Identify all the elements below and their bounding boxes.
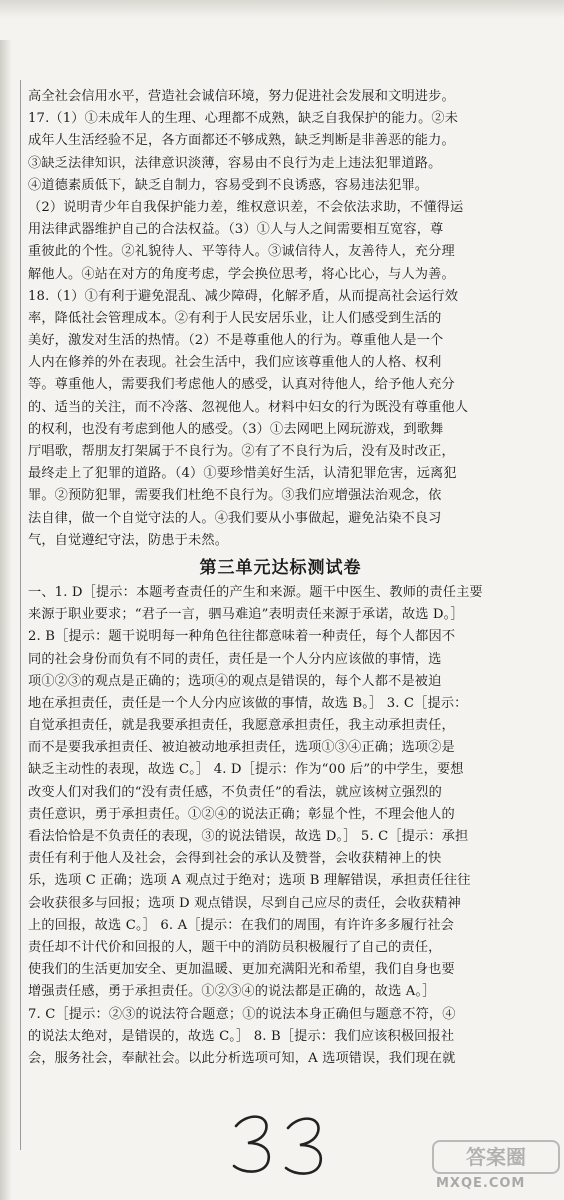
watermark-url: MXQE.COM (436, 1176, 526, 1191)
text-line: 7. C［提示：②③的说法符合题意；①的说法本身正确但与题意不符，④ (28, 1006, 456, 1022)
unit-three-answers (28, 582, 533, 1070)
margin-rule (20, 80, 21, 1150)
text-line: 用法律武器维护自己的合法权益。（3）①人与人之间需要相互宽容，尊 (28, 222, 444, 238)
text-line: 的权利，也没有考虑到他人的感受。（3）①去网吧上网玩游戏，到歌舞 (28, 421, 444, 437)
text-line: 增强责任感，勇于承担责任。①②③④的说法都是正确的，故选 A。］ (28, 984, 436, 1000)
text-line: 解他人。④站在对方的角度考虑，学会换位思考，将心比心，与人为善。 (28, 266, 455, 282)
text-line: 人内在修养的外在表现。社会生活中，我们应该尊重他人的人格、权利 (28, 355, 442, 371)
watermark (432, 1140, 560, 1196)
text-line: 使我们的生活更加安全、更加温暖、更加充满阳光和希望，我们自身也要 (28, 962, 455, 978)
text-line: 高全社会信用水平，营造社会诚信环境，努力促进社会发展和文明进步。 (28, 89, 455, 104)
text-line: 来源于职业要求；“君子一言，驷马难追”表明责任来源于承诺，故选 D。］ (28, 607, 464, 623)
text-line: 等。尊重他人，需要我们考虑他人的感受，认真对待他人，给予他人充分 (28, 377, 455, 393)
text-line: 美好，激发对生活的热情。（2）不是尊重他人的行为。尊重他人是一个 (28, 333, 444, 349)
text-line: ③缺乏法律知识，法律意识淡薄，容易由不良行为走上违法犯罪道路。 (28, 155, 442, 171)
text-line: 责任意识，勇于承担责任。①②④的说法正确；彰显个性，不理会他人的 (28, 806, 455, 822)
text-line: 会收获很多与回报；选项 D 观点错误，尽到自己应尽的责任，会收获精神 (28, 895, 461, 911)
text-line: 乐，选项 C 正确；选项 A 观点过于绝对；选项 B 理解错误，承担责任往往 (28, 873, 471, 889)
text-line: 自觉承担责任，就是我要承担责任，我愿意承担责任，我主动承担责任， (28, 718, 455, 734)
text-line: （2）说明青少年自我保护能力差，维权意识差，不会依法求助，不懂得运 (28, 199, 464, 215)
text-line: 责任有利于他人及社会，会得到社会的承认及赞誉，会收获精神上的快 (28, 851, 442, 867)
text-line: 法自律，做一个自觉守法的人。④我们要从小事做起，避免沾染不良习 (28, 510, 442, 526)
text-line: 罪。②预防犯罪，需要我们杜绝不良行为。③我们应增强法治观念，依 (28, 488, 442, 504)
text-line: 地在承担责任，责任是一个人分内应该做的事情，故选 B。］ 3. C［提示： (28, 695, 468, 711)
text-line: 责任却不计代价和回报的人，题干中的消防员积极履行了自己的责任， (28, 939, 442, 955)
page-edge-shadow (0, 0, 564, 18)
text-line: 项①②③的观点是正确的；选项④的观点是错误的，每个人都不是被迫 (28, 673, 442, 689)
text-line: 气，自觉遵纪守法，防患于未然。 (28, 532, 229, 548)
text-line: 看法恰恰是不负责任的表现，③的说法错误，故选 D。］ 5. C［提示：承担 (28, 829, 469, 844)
book-binding-shadow (0, 40, 12, 1200)
text-line: 18.（1）①有利于避免混乱、减少障碍，化解矛盾，从而提高社会运行效 (28, 288, 459, 304)
text-line: 2. B［提示：题干说明每一种角色往往都意味着一种责任，每个人都因不 (28, 629, 456, 645)
text-line: 厅唱歌，帮朋友打架属于不良行为。②有了不良行为后，没有及时改正， (28, 444, 455, 459)
answer-text-block (28, 86, 533, 1070)
text-line: 重彼此的个性。②礼貌待人、平等待人。③诚信待人，友善待人，充分理 (28, 244, 455, 260)
text-line: 上的回报，故选 C。］ 6. A［提示：在我们的周围，有许许多多履行社会 (28, 917, 455, 933)
previous-unit-answers (28, 86, 533, 552)
unit-test-heading: 第三单元达标测试卷 (199, 557, 362, 578)
text-line: 同的社会身份而负有不同的责任，责任是一个人分内应该做的事情，选 (28, 651, 442, 667)
text-line: 缺乏主动性的表现，故选 C。］ 4. D［提示：作为“00 后”的中学生，要想 (28, 762, 464, 778)
text-line: 的说法太绝对，是错误的，故选 C。］ 8. B［提示：我们应该积极回报社 (28, 1028, 455, 1044)
text-line: 率，降低社会管理成本。②有利于人民安居乐业，让人们感受到生活的 (28, 310, 442, 326)
text-line: 改变人们对我们的“没有责任感，不负责任”的看法，就应该树立强烈的 (28, 784, 442, 800)
text-line: 成年人生活经验不足，各方面都还不够成熟，缺乏判断是非善恶的能力。 (28, 133, 455, 149)
text-line: 的、适当的关注，而不冷落、忽视他人。材料中妇女的行为既没有尊重他人 (28, 399, 469, 415)
text-line: 17.（1）①未成年人的生理、心理都不成熟，缺乏自我保护的能力。②未 (28, 111, 459, 127)
text-line: 而不是要我承担责任、被迫被动地承担责任，选项①③④正确；选项②是 (28, 740, 455, 756)
text-line: ④道德素质低下，缺乏自制力，容易受到不良诱惑，容易违法犯罪。 (28, 177, 429, 193)
text-line: 一、1. D［提示：本题考查责任的产生和来源。题干中医生、教师的责任主要 (28, 584, 483, 600)
text-line: 会，服务社会，奉献社会。以此分析选项可知，A 选项错误，我们现在就 (28, 1050, 456, 1066)
watermark-logo: 答案圈 (432, 1140, 560, 1174)
text-line: 最终走上了犯罪的道路。（4）①要珍惜美好生活，认清犯罪危害，远离犯 (28, 466, 457, 482)
handwritten-page-number (226, 1108, 336, 1178)
